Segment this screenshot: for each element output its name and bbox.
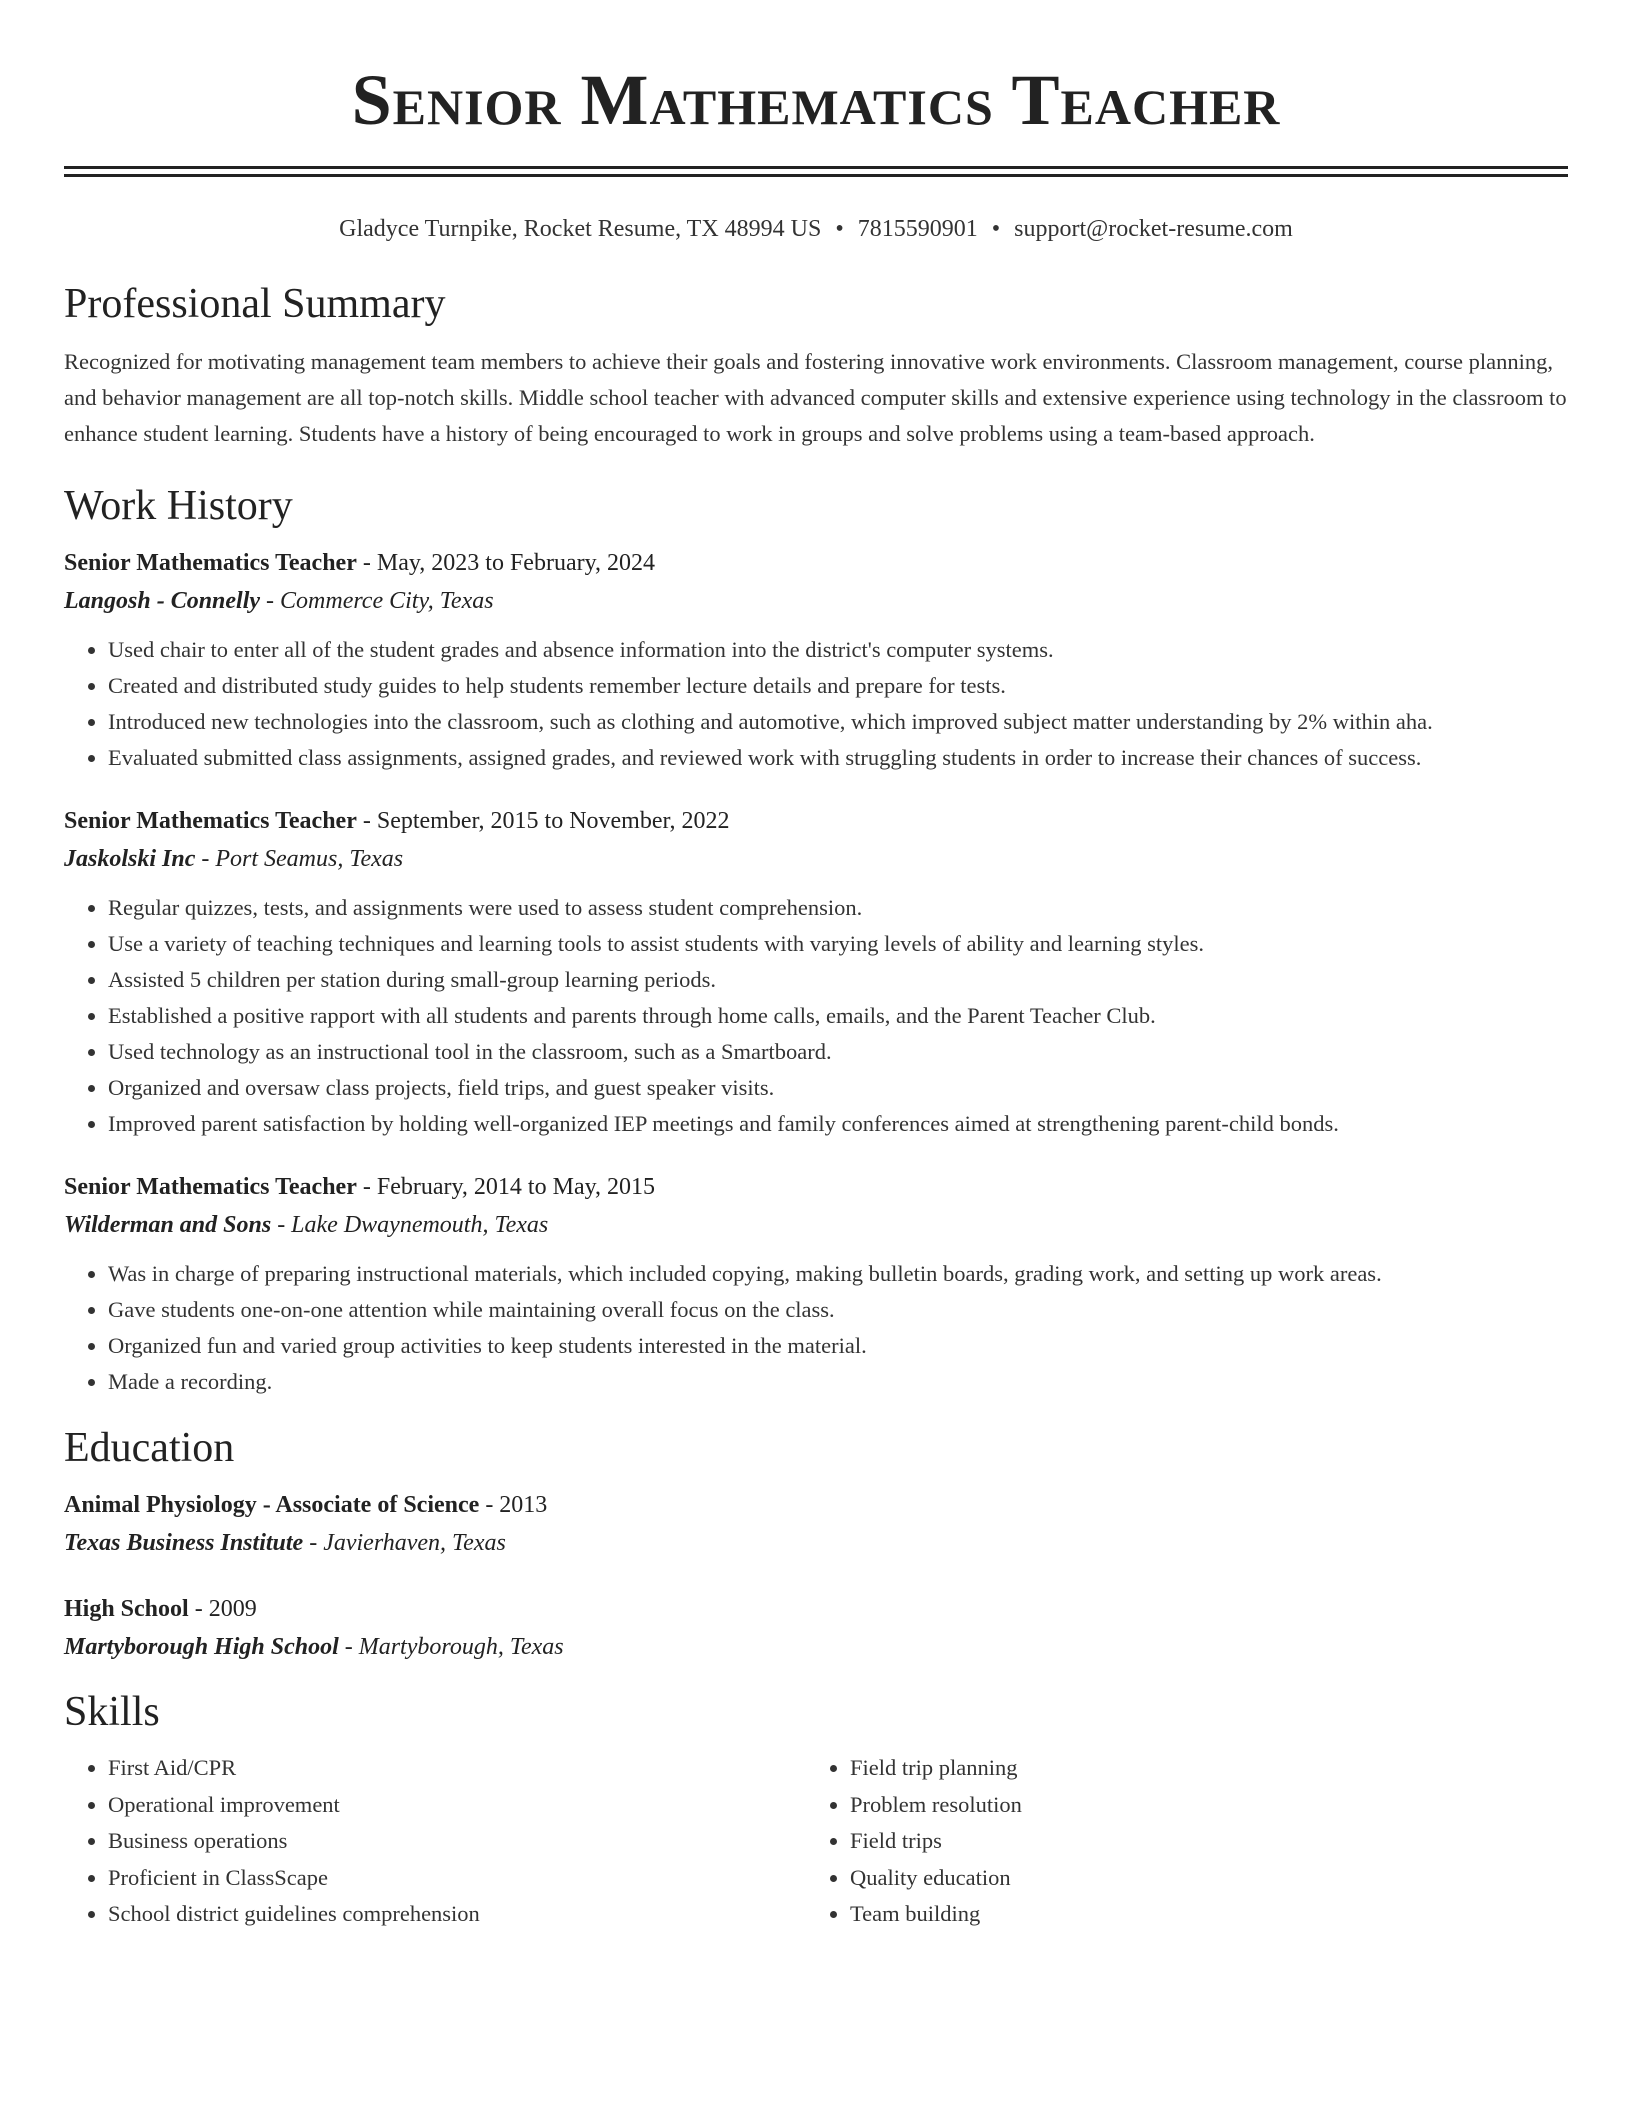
skill-item: • First Aid/CPR xyxy=(108,1750,764,1787)
job-company: Wilderman and Sons xyxy=(64,1212,272,1238)
job-title-line xyxy=(64,1168,1568,1206)
job-entry xyxy=(64,544,1568,776)
skill-item: • Business operations xyxy=(108,1823,764,1860)
skill-item: • Quality education xyxy=(850,1860,1506,1897)
job-location: - Lake Dwaynemouth, Texas xyxy=(271,1212,549,1238)
education-entry xyxy=(64,1486,1568,1562)
education-school: Texas Business Institute xyxy=(64,1530,304,1556)
education-school-line xyxy=(64,1628,1568,1666)
job-bullet: • Use a variety of teaching techniques and learning tools to assist students with varying levels of ability and learning styles. xyxy=(108,926,1568,962)
education-heading: Education xyxy=(64,1425,235,1471)
contact-separator: • xyxy=(835,216,844,242)
job-bullets xyxy=(64,890,1568,1142)
job-bullets xyxy=(64,632,1568,776)
job-bullet: • Evaluated submitted class assignments, assigned grades, and reviewed work with struggling students in order to increase their chances of success. xyxy=(108,740,1568,776)
contact-line xyxy=(64,214,1568,244)
education-degree-line xyxy=(64,1590,1568,1628)
summary-heading: Professional Summary xyxy=(64,281,446,327)
skill-item: • Team building xyxy=(850,1896,1506,1933)
skills-columns xyxy=(64,1750,1568,1933)
job-bullet: • Gave students one-on-one attention while maintaining overall focus on the class. xyxy=(108,1292,1568,1328)
skill-item: • Problem resolution xyxy=(850,1787,1506,1824)
education-location: - Martyborough, Texas xyxy=(338,1634,564,1660)
education-degree: Animal Physiology - Associate of Science xyxy=(64,1492,480,1518)
job-company-line xyxy=(64,840,1568,878)
skill-item: • School district guidelines comprehension xyxy=(108,1896,764,1933)
work-history-heading: Work History xyxy=(64,483,293,529)
job-bullet: • Made a recording. xyxy=(108,1364,1568,1400)
job-dates: - May, 2023 to February, 2024 xyxy=(356,550,656,576)
job-company-line xyxy=(64,1206,1568,1244)
job-title: Senior Mathematics Teacher xyxy=(64,1174,357,1200)
job-entry xyxy=(64,1168,1568,1400)
job-bullet: • Regular quizzes, tests, and assignments were used to assess student comprehension. xyxy=(108,890,1568,926)
job-title-line xyxy=(64,544,1568,582)
resume-title: Senior Mathematics Teacher xyxy=(351,60,1281,140)
education-location: - Javierhaven, Texas xyxy=(303,1530,506,1556)
job-bullet: • Used chair to enter all of the student grades and absence information into the district's computer systems. xyxy=(108,632,1568,668)
skill-item: • Proficient in ClassScape xyxy=(108,1860,764,1897)
education-entry xyxy=(64,1590,1568,1666)
job-company-line xyxy=(64,582,1568,620)
skill-item: • Field trip planning xyxy=(850,1750,1506,1787)
job-bullet: • Improved parent satisfaction by holding well-organized IEP meetings and family conferences aimed at strengthening parent-child bonds. xyxy=(108,1106,1568,1142)
job-bullet: • Assisted 5 children per station during small-group learning periods. xyxy=(108,962,1568,998)
skill-item: • Field trips xyxy=(850,1823,1506,1860)
skills-list-right xyxy=(806,1750,1506,1933)
job-bullet: • Used technology as an instructional tool in the classroom, such as a Smartboard. xyxy=(108,1034,1568,1070)
job-bullet: • Organized fun and varied group activities to keep students interested in the material. xyxy=(108,1328,1568,1364)
job-company: Langosh - Connelly xyxy=(64,588,261,614)
job-bullet: • Created and distributed study guides to help students remember lecture details and prepare for tests. xyxy=(108,668,1568,704)
job-bullet: • Organized and oversaw class projects, field trips, and guest speaker visits. xyxy=(108,1070,1568,1106)
job-location: - Port Seamus, Texas xyxy=(195,846,404,872)
education-degree: High School xyxy=(64,1596,189,1622)
job-dates: - February, 2014 to May, 2015 xyxy=(356,1174,656,1200)
contact-email: support@rocket-resume.com xyxy=(1014,216,1293,242)
education-year: - 2009 xyxy=(188,1596,257,1622)
skill-item: • Operational improvement xyxy=(108,1787,764,1824)
contact-phone: 7815590901 xyxy=(857,216,978,242)
education-school-line xyxy=(64,1524,1568,1562)
education-year: - 2013 xyxy=(479,1492,548,1518)
contact-address: Gladyce Turnpike, Rocket Resume, TX 48994 US xyxy=(339,216,822,242)
job-title: Senior Mathematics Teacher xyxy=(64,808,357,834)
title-double-rule xyxy=(64,166,1568,177)
skills-list-left xyxy=(64,1750,764,1933)
summary-text: Recognized for motivating management team members to achieve their goals and fostering innovative work environments. Classroom management, course planning, and behavior management are all top-notch skills. Middle school teacher with advanced computer skills and extensive experience using technology in the classroom to enhance student learning. Students have a history of being encouraged to work in groups and solve problems using a team-based approach. xyxy=(64,349,1567,446)
education-school: Martyborough High School xyxy=(64,1634,339,1660)
job-location: - Commerce City, Texas xyxy=(260,588,494,614)
job-bullet: • Introduced new technologies into the classroom, such as clothing and automotive, which improved subject matter understanding by 2% within aha. xyxy=(108,704,1568,740)
contact-separator: • xyxy=(991,216,1001,242)
skills-heading: Skills xyxy=(64,1689,160,1735)
job-entry xyxy=(64,802,1568,1142)
job-bullets xyxy=(64,1256,1568,1400)
job-dates: - September, 2015 to November, 2022 xyxy=(356,808,730,834)
job-bullet: • Was in charge of preparing instructional materials, which included copying, making bulletin boards, grading work, and setting up work areas. xyxy=(108,1256,1568,1292)
education-degree-line xyxy=(64,1486,1568,1524)
job-company: Jaskolski Inc xyxy=(64,846,196,872)
job-title: Senior Mathematics Teacher xyxy=(64,550,357,576)
job-title-line xyxy=(64,802,1568,840)
job-bullet: • Established a positive rapport with all students and parents through home calls, emails, and the Parent Teacher Club. xyxy=(108,998,1568,1034)
